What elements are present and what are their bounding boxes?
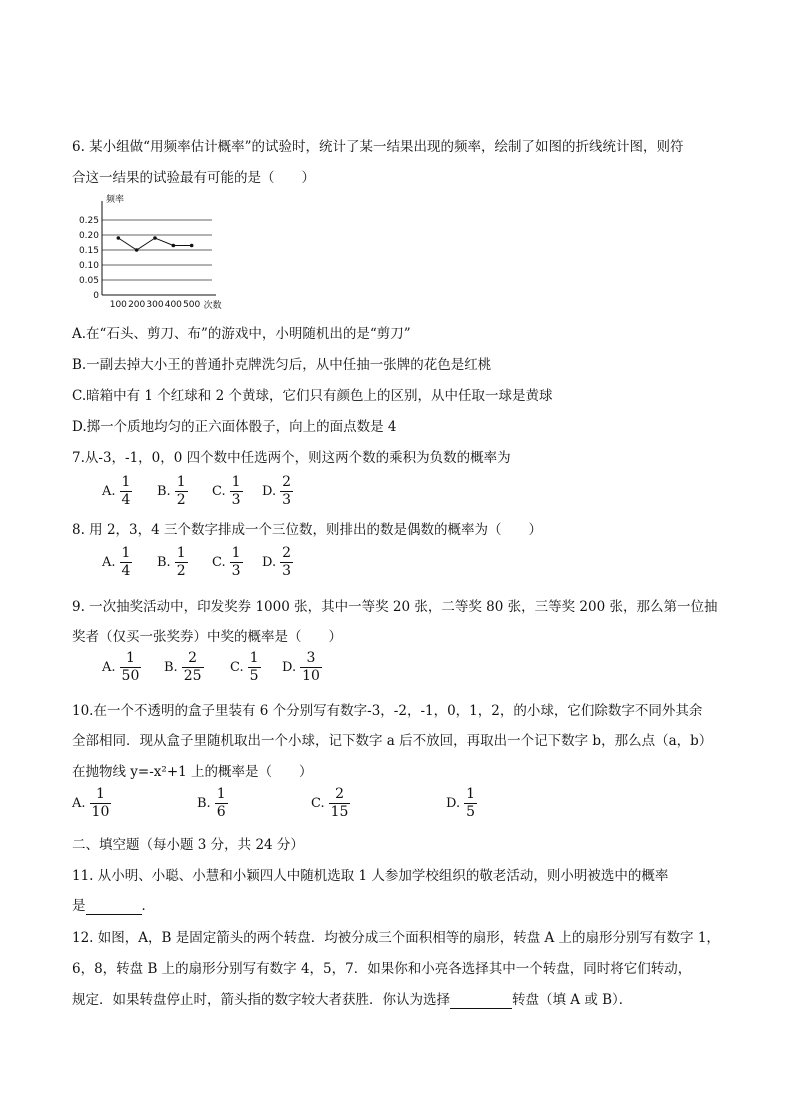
x-tick-label: 500 bbox=[183, 300, 201, 310]
q10-option-b: B. $\frac{1}{6}$ bbox=[197, 786, 226, 820]
q10-option-c: C. $\frac{2}{15}$ bbox=[311, 786, 349, 820]
chart-y-ticks bbox=[79, 216, 99, 301]
chart-x-label: 次数 bbox=[203, 301, 222, 311]
q7-option-a: A. $\frac{1}{4}$ bbox=[102, 474, 131, 508]
x-tick-label: 400 bbox=[164, 300, 182, 310]
q11-stem-line2 bbox=[72, 894, 155, 915]
q11-stem-line1: 11. 从小明、小聪、小慧和小颖四人中随机选取 1 人参加学校组织的敬老活动，则小明被选中的概率 bbox=[72, 868, 669, 884]
chart-y-label: 频率 bbox=[106, 195, 125, 205]
q12-pre-text: 规定．如果转盘停止时，箭头指的数字较大者获胜．你认为选择 bbox=[72, 992, 450, 1008]
q12-answer-blank[interactable] bbox=[450, 992, 512, 1009]
x-tick-label: 100 bbox=[109, 300, 127, 310]
q9-option-b: B. $\frac{2}{25}$ bbox=[164, 650, 202, 684]
q7-option-b: B. $\frac{1}{2}$ bbox=[157, 474, 186, 508]
q6-option-d: D.掷一个质地均匀的正六面体骰子，向上的面点数是 4 bbox=[72, 419, 397, 435]
q6-stem-line1: 6. 某小组做“用频率估计概率”的试验时，统计了某一结果出现的频率，绘制了如图的折线统计图，则符 bbox=[72, 139, 684, 155]
q9-options bbox=[102, 650, 324, 685]
q8-option-c: C. $\frac{1}{3}$ bbox=[212, 545, 241, 579]
data-point bbox=[135, 248, 139, 252]
q6-option-b: B.一副去掉大小王的普通扑克牌洗匀后，从中任抽一张牌的花色是红桃 bbox=[72, 357, 492, 373]
q9-option-c: C. $\frac{1}{5}$ bbox=[230, 650, 259, 684]
x-tick-label: 300 bbox=[146, 300, 164, 310]
x-tick-label: 200 bbox=[128, 300, 146, 310]
q11-answer-blank[interactable] bbox=[86, 898, 142, 915]
chart-x-ticks bbox=[110, 300, 201, 310]
y-tick-label: 0.20 bbox=[78, 231, 99, 241]
chart-axes bbox=[102, 201, 216, 295]
q8-stem: 8. 用 2，3，4 三个数字排成一个三位数，则排出的数是偶数的概率为（ ） bbox=[72, 522, 543, 538]
q12-post-text: 转盘（填 A 或 B）． bbox=[512, 992, 633, 1008]
data-point bbox=[172, 244, 176, 248]
q8-option-d: D. $\frac{2}{3}$ bbox=[262, 545, 292, 579]
q7-options bbox=[102, 474, 295, 509]
q10-options bbox=[72, 786, 479, 821]
q10-stem-line1: 10.在一个不透明的盒子里装有 6 个分别写有数字-3，-2，-1，0，1，2，的小球，它们除数字不同外其余 bbox=[72, 703, 703, 719]
y-tick-label: 0.10 bbox=[78, 261, 99, 271]
q12-stem-line3 bbox=[72, 988, 632, 1009]
q11-pre-text: 是 bbox=[72, 898, 86, 914]
series-line bbox=[118, 238, 191, 250]
q8-option-b: B. $\frac{1}{2}$ bbox=[157, 545, 186, 579]
q12-stem-line1: 12. 如图，A，B 是固定箭头的两个转盘．均被分成三个面积相等的扇形，转盘 A 上的扇形分别写有数字 1， bbox=[72, 930, 720, 946]
q10-option-d: D. $\frac{1}{5}$ bbox=[446, 786, 476, 820]
q6-option-c: C.暗箱中有 1 个红球和 2 个黄球，它们只有颜色上的区别，从中任取一球是黄球 bbox=[72, 388, 553, 404]
y-tick-label: 0.05 bbox=[78, 276, 99, 286]
q9-stem-line2: 奖者（仅买一张奖券）中奖的概率是（ ） bbox=[72, 629, 342, 645]
data-point bbox=[117, 236, 121, 240]
frequency-line-chart bbox=[72, 193, 242, 313]
q7-option-c: C. $\frac{1}{3}$ bbox=[212, 474, 241, 508]
data-point bbox=[153, 236, 157, 240]
q8-option-a: A. $\frac{1}{4}$ bbox=[102, 545, 131, 579]
q8-options bbox=[102, 545, 295, 580]
y-tick-label: 0.25 bbox=[78, 216, 99, 226]
q9-option-d: D. $\frac{3}{10}$ bbox=[282, 650, 320, 684]
y-tick-label: 0 bbox=[93, 291, 99, 301]
q9-option-a: A. $\frac{1}{50}$ bbox=[102, 650, 140, 684]
q11-post-text: ． bbox=[141, 898, 155, 914]
y-tick-label: 0.15 bbox=[78, 246, 99, 256]
section-fill-in-title: 二、填空题（每小题 3 分，共 24 分） bbox=[72, 837, 304, 853]
q9-stem-line1: 9. 一次抽奖活动中，印发奖券 1000 张，其中一等奖 20 张，二等奖 80 张，三等奖 200 张，那么第一位抽 bbox=[72, 599, 718, 615]
q7-stem: 7.从-3，-1，0，0 四个数中任选两个，则这两个数的乘积为负数的概率为 bbox=[72, 450, 511, 466]
q10-option-a: A. $\frac{1}{10}$ bbox=[72, 786, 110, 820]
q6-stem-line2: 合这一结果的试验最有可能的是（ ） bbox=[72, 170, 315, 186]
q7-option-d: D. $\frac{2}{3}$ bbox=[262, 474, 292, 508]
q12-stem-line2: 6，8，转盘 B 上的扇形分别写有数字 4，5，7．如果你和小亮各选择其中一个转盘，同时将它们转动， bbox=[72, 961, 692, 977]
q6-option-a: A.在“石头、剪刀、布”的游戏中，小明随机出的是“剪刀” bbox=[72, 326, 411, 342]
q10-stem-line3: 在抛物线 y=-x²+1 上的概率是（ ） bbox=[72, 764, 313, 780]
chart-series bbox=[117, 236, 194, 252]
data-point bbox=[190, 244, 194, 248]
chart-grid bbox=[102, 220, 212, 280]
q10-stem-line2: 全部相同．现从盒子里随机取出一个小球，记下数字 a 后不放回，再取出一个记下数字 b，那么点（a，b） bbox=[72, 733, 713, 749]
